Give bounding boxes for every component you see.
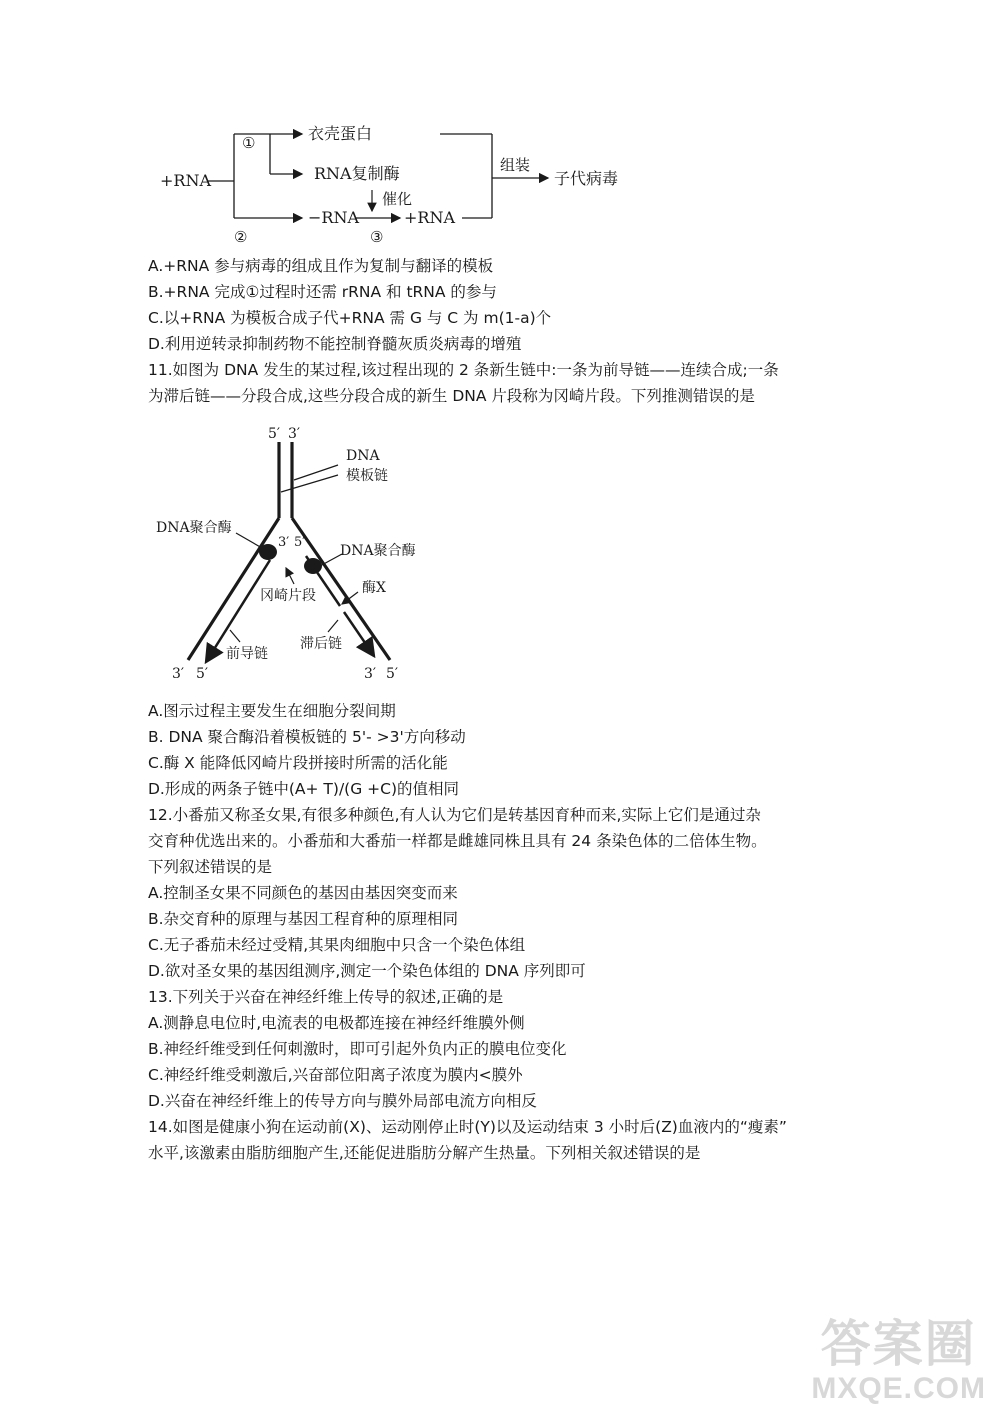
q14-stem-line-2: 水平,该激素由脂肪细胞产生,还能促进脂肪分解产生热量。下列相关叙述错误的是 [148,1144,701,1162]
minus-rna-label: −RNA [308,208,360,227]
q11-option-b: B. DNA 聚合酶沿着模板链的 5'- >3'方向移动 [148,728,466,746]
lagging-strand-label: 滞后链 [300,636,342,652]
replicase-label: RNA复制酶 [314,164,400,183]
q13-option-a: A.测静息电位时,电流表的电极都连接在神经纤维膜外侧 [148,1014,525,1032]
input-plus-rna: +RNA [160,171,212,190]
enzyme-x-label: 酶X [362,580,386,596]
top-5prime-label: 5′ [268,426,281,442]
watermark-title: 答案圈 [820,1316,977,1372]
q11-option-a: A.图示过程主要发生在细胞分裂间期 [148,702,396,720]
bottom-left-5prime-label: 5′ [196,666,209,682]
leading-strand-label: 前导链 [226,646,268,662]
step-1-label: ① [242,134,256,152]
q13-option-c: C.神经纤维受刺激后,兴奋部位阳离子浓度为膜内<膜外 [148,1066,523,1084]
top-3prime-label: 3′ [288,426,301,442]
q12-stem-line-2: 交育种优选出来的。小番茄和大番茄一样都是雌雄同株且具有 24 条染色体的二倍体生物。 [148,832,767,850]
bottom-right-3prime-label: 3′ [364,666,377,682]
q10-option-c: C.以+RNA 为模板合成子代+RNA 需 G 与 C 为 m(1-a)个 [148,309,552,327]
q13-stem: 13.下列关于兴奋在神经纤维上传导的叙述,正确的是 [148,988,504,1006]
bottom-left-3prime-label: 3′ [172,666,185,682]
polymerase-left-label: DNA聚合酶 [156,520,232,536]
virus-replication-diagram [150,118,630,248]
fork-5prime-label: 5′ [294,535,306,550]
fork-3prime-label: 3′ [278,535,290,550]
template-strand-label: 模板链 [346,468,388,484]
q11-stem-line-2: 为滞后链——分段合成,这些分段合成的新生 DNA 片段称为冈崎片段。下列推测错误的是 [148,387,755,405]
plus-rna-output-label: +RNA [404,208,456,227]
q13-option-d: D.兴奋在神经纤维上的传导方向与膜外局部电流方向相反 [148,1092,537,1110]
q10-option-b: B.+RNA 完成①过程时还需 rRNA 和 tRNA 的参与 [148,283,497,301]
coat-protein-label: 衣壳蛋白 [308,124,373,143]
dna-label: DNA [346,448,380,464]
step-2-label: ② [234,228,248,246]
bottom-right-5prime-label: 5′ [386,666,399,682]
step-3-label: ③ [370,228,384,246]
q12-option-d: D.欲对圣女果的基因组测序,测定一个染色体组的 DNA 序列即可 [148,962,586,980]
q13-option-b: B.神经纤维受到任何刺激时，即可引起外负内正的膜电位变化 [148,1040,567,1058]
watermark-logo [811,1316,986,1406]
q12-option-a: A.控制圣女果不同颜色的基因由基因突变而来 [148,884,458,902]
dna-polymerase-left-shape [259,544,277,560]
q12-stem-line-1: 12.小番茄又称圣女果,有很多种颜色,有人认为它们是转基因育种而来,实际上它们是通过杂 [148,806,761,824]
okazaki-fragment-label: 冈崎片段 [260,588,316,604]
q10-option-d: D.利用逆转录抑制药物不能控制脊髓灰质炎病毒的增殖 [148,335,522,353]
dna-polymerase-right-shape [304,558,322,574]
q12-option-c: C.无子番茄未经过受精,其果肉细胞中只含一个染色体组 [148,936,526,954]
assemble-label: 组装 [500,156,531,174]
polymerase-right-label: DNA聚合酶 [340,543,416,559]
q12-stem-line-3: 下列叙述错误的是 [148,858,273,876]
dna-replication-fork-diagram [150,420,440,685]
catalyze-label: 催化 [382,190,413,208]
progeny-virus-label: 子代病毒 [554,169,619,188]
q11-option-d: D.形成的两条子链中(A+ T)/(G +C)的值相同 [148,780,460,798]
q12-option-b: B.杂交育种的原理与基因工程育种的原理相同 [148,910,459,928]
q14-stem-line-1: 14.如图是健康小狗在运动前(X)、运动刚停止时(Y)以及运动结束 3 小时后(Z)血液内的“瘦素” [148,1118,787,1136]
q11-stem-line-1: 11.如图为 DNA 发生的某过程,该过程出现的 2 条新生链中:一条为前导链——连续合成;一条 [148,361,779,379]
q11-option-c: C.酶 X 能降低冈崎片段拼接时所需的活化能 [148,754,448,772]
q10-option-a: A.+RNA 参与病毒的组成且作为复制与翻译的模板 [148,257,494,275]
watermark-url: MXQE.COM [811,1372,986,1405]
